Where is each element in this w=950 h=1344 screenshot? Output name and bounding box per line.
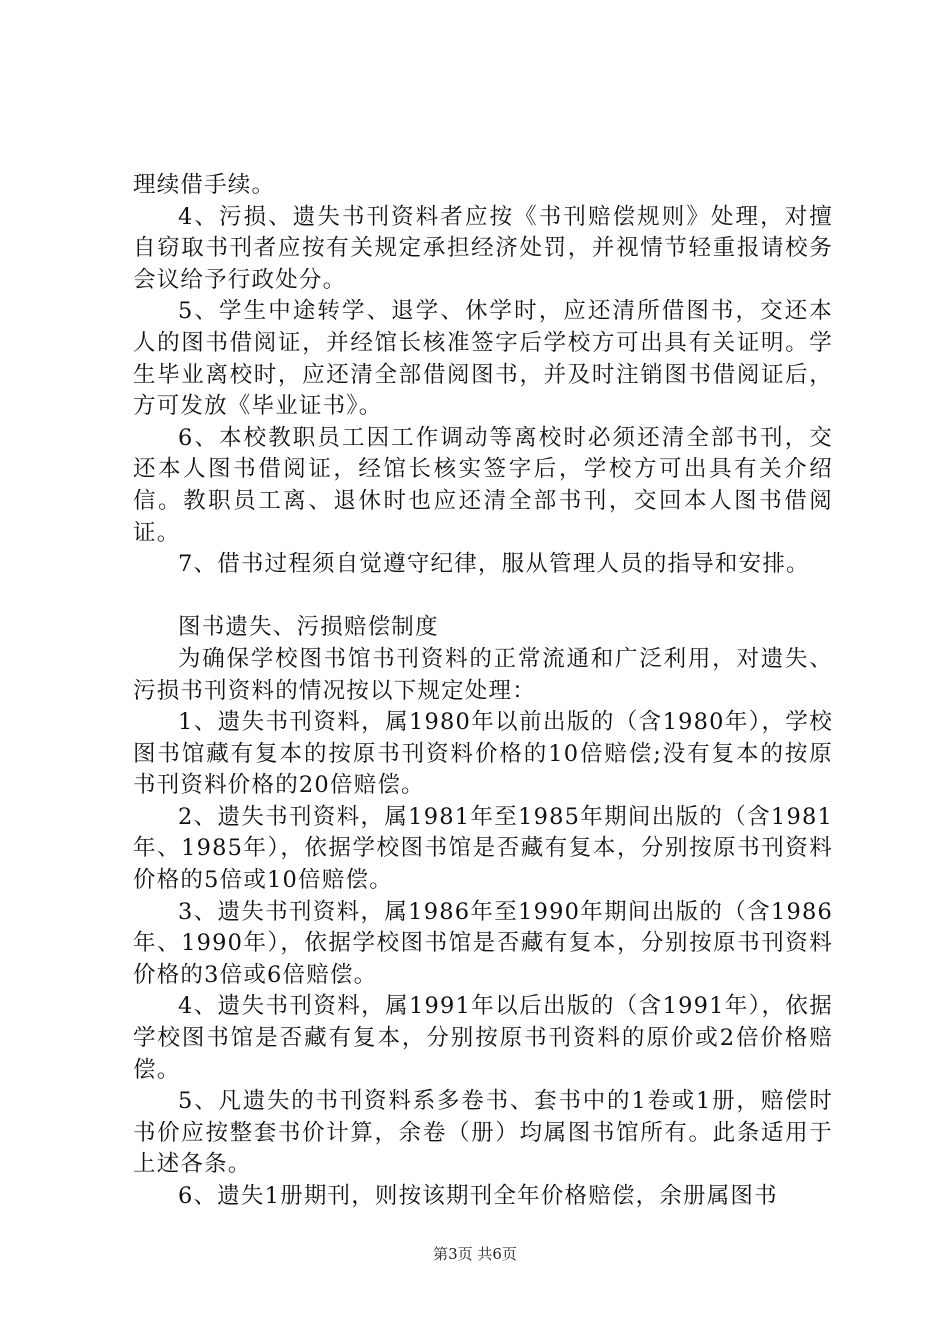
paragraph-continuation: 理续借手续。 bbox=[133, 172, 276, 198]
compensation-rule-5: 5、凡遗失的书刊资料系多卷书、套书中的1卷或1册，赔偿时书价应按整套书价计算，余卷（册）均属图书馆所有。此条适用于上述各条。 bbox=[133, 1088, 833, 1178]
compensation-rule-2: 2、遗失书刊资料，属1981年至1985年期间出版的（含1981年、1985年），依据学校图书馆是否藏有复本，分别按原书刊资料价格的5倍或10倍赔偿。 bbox=[133, 803, 833, 894]
paragraph-rule-4: 4、污损、遗失书刊资料者应按《书刊赔偿规则》处理，对擅自窃取书刊者应按有关规定承担经济处罚，并视情节轻重报请校务会议给予行政处分。 bbox=[133, 203, 833, 293]
section-intro: 为确保学校图书馆书刊资料的正常流通和广泛利用，对遗失、污损书刊资料的情况按以下规定处理： bbox=[133, 645, 833, 704]
document-body bbox=[133, 170, 833, 1213]
compensation-rule-6: 6、遗失1册期刊，则按该期刊全年价格赔偿，余册属图书 bbox=[178, 1183, 778, 1209]
compensation-rule-4: 4、遗失书刊资料，属1991年以后出版的（含1991年），依据学校图书馆是否藏有复本，分别按原书刊资料的原价或2倍价格赔偿。 bbox=[133, 993, 833, 1083]
section-title: 图书遗失、污损赔偿制度 bbox=[178, 614, 439, 641]
section-spacer bbox=[133, 581, 833, 613]
paragraph-rule-6: 6、本校教职员工因工作调动等离校时必须还清全部书刊，交还本人图书借阅证，经馆长核实签字后，学校方可出具有关介绍信。教职员工离、退休时也应还清全部书刊，交回本人图书借阅证。 bbox=[133, 424, 833, 546]
paragraph-rule-7: 7、借书过程须自觉遵守纪律，服从管理人员的指导和安排。 bbox=[178, 551, 810, 578]
page-number-footer: 第3页 共6页 bbox=[433, 1245, 517, 1263]
paragraph-rule-5: 5、学生中途转学、退学、休学时，应还清所借图书，交还本人的图书借阅证，并经馆长核准签字后学校方可出具有关证明。学生毕业离校时，应还清全部借阅图书，并及时注销图书借阅证后，方可发放《毕业证书》。 bbox=[133, 298, 833, 420]
compensation-rule-3: 3、遗失书刊资料，属1986年至1990年期间出版的（含1986年、1990年），依据学校图书馆是否藏有复本，分别按原书刊资料价格的3倍或6倍赔偿。 bbox=[133, 898, 833, 988]
compensation-rule-1: 1、遗失书刊资料，属1980年以前出版的（含1980年），学校图书馆藏有复本的按原书刊资料价格的10倍赔偿;没有复本的按原书刊资料价格的20倍赔偿。 bbox=[133, 709, 833, 799]
